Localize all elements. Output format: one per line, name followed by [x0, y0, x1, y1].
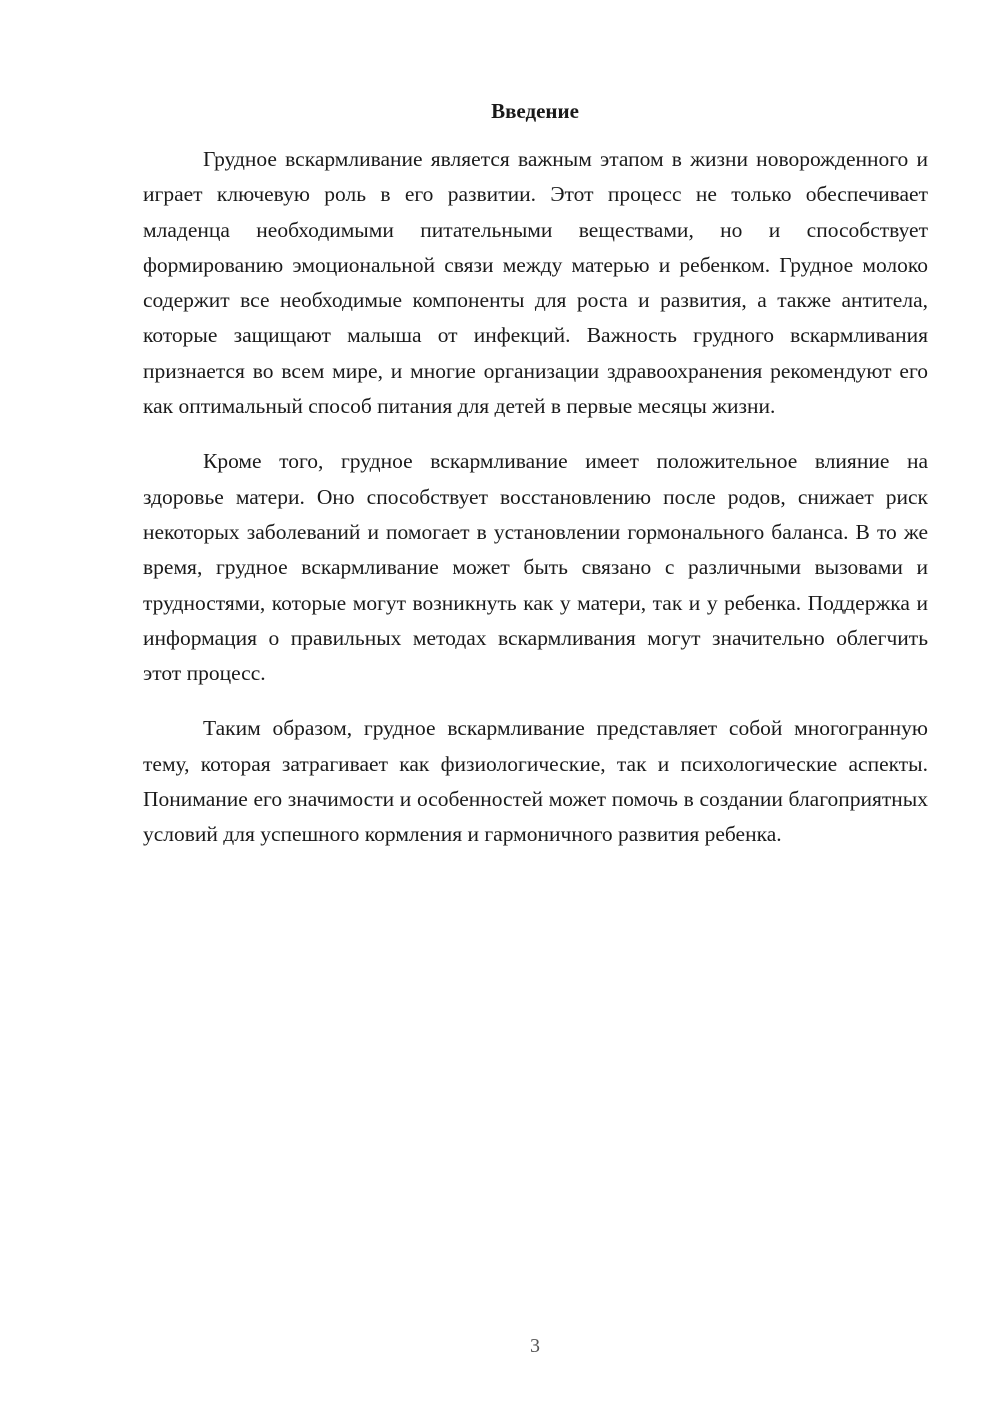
paragraph-3: Таким образом, грудное вскармливание представляет собой многогранную тему, которая затрагивает как физиологические, так и психологические аспекты. Понимание его значимости и особенностей может помочь в создании благоприятных условий для успешного кормления и гармоничного развития ребенка. — [143, 716, 928, 847]
body-text — [143, 142, 928, 873]
page-number: 3 — [530, 1335, 540, 1357]
section-title: Введение — [491, 99, 579, 123]
paragraph-2: Кроме того, грудное вскармливание имеет положительное влияние на здоровье матери. Оно способствует восстановлению после родов, снижает риск некоторых заболеваний и помогает в установлении гормонального баланса. В то же время, грудное вскармливание может быть связано с различными вызовами и трудностями, которые могут возникнуть как у матери, так и у ребенка. Поддержка и информация о правильных методах вскармливания могут значительно облегчить этот процесс. — [143, 449, 928, 686]
paragraph-1: Грудное вскармливание является важным этапом в жизни новорожденного и играет ключевую роль в его развитии. Этот процесс не только обеспечивает младенца необходимыми питательными веществами, но и способствует формированию эмоциональной связи между матерью и ребенком. Грудное молоко содержит все необходимые компоненты для роста и развития, а также антитела, которые защищают малыша от инфекций. Важность грудного вскармливания признается во всем мире, и многие организации здравоохранения рекомендуют его как оптимальный способ питания для детей в первые месяцы жизни. — [143, 147, 928, 419]
